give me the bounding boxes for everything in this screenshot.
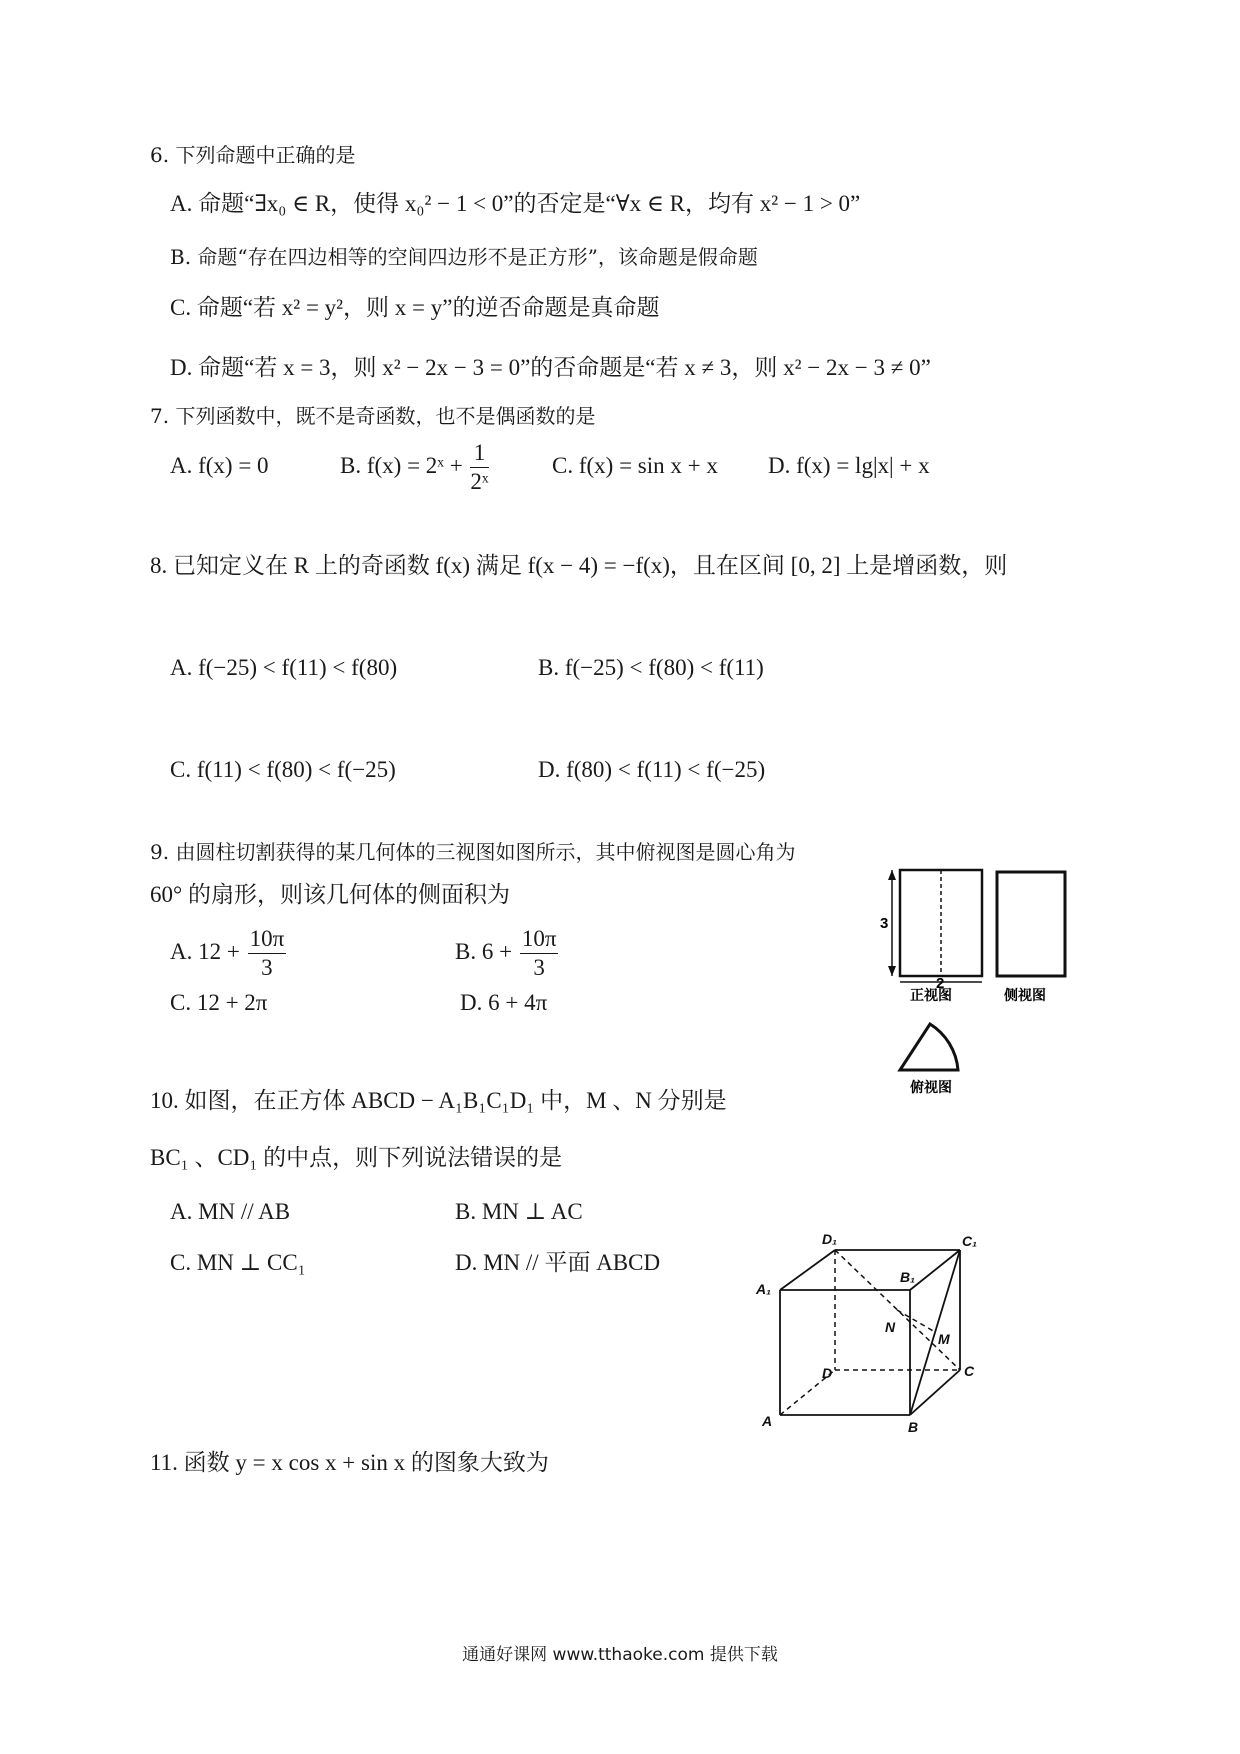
label-a: A (762, 1413, 773, 1429)
height-dimension-label: 3 (880, 915, 889, 932)
q8-option-c: C. f(11) < f(80) < f(−25) (170, 757, 396, 782)
cube-svg (750, 1230, 990, 1440)
width-dimension-label: 2 (936, 975, 945, 992)
q9-option-a-fraction (248, 925, 287, 982)
side-view-rect (997, 872, 1065, 976)
q9-option-a-prefix: A. 12 + (170, 939, 240, 964)
q8-stem: 8. 已知定义在 R 上的奇函数 f(x) 满足 f(x − 4) = −f(x)，且在区间 [0, 2] 上是增函数，则 (150, 553, 1008, 578)
label-a1: A₁ (756, 1281, 772, 1297)
top-view-sector (900, 1024, 958, 1070)
label-b1: B₁ (900, 1269, 916, 1285)
q7-stem: 7. 下列函数中，既不是奇函数，也不是偶函数的是 (150, 404, 596, 428)
q8-option-d: D. f(80) < f(11) < f(−25) (538, 757, 766, 782)
three-view-figure (870, 860, 1090, 1100)
label-d: D (822, 1365, 833, 1381)
q7-b-denominator: 2ˣ (470, 469, 489, 495)
q6-stem: 6. 下列命题中正确的是 (150, 143, 356, 167)
height-arrow-bottom (888, 966, 896, 976)
three-view-svg (870, 860, 1090, 1100)
q7-option-a: A. f(x) = 0 (170, 453, 269, 478)
edge-a1-d1 (780, 1250, 835, 1290)
q9-a-numerator: 10π (248, 925, 287, 954)
page-footer: 通通好课网 www.tthaoke.com 提供下载 (462, 1645, 778, 1665)
q9-option-b-fraction (520, 925, 559, 982)
label-c: C (964, 1363, 975, 1379)
q10-option-b: B. MN ⊥ AC (455, 1199, 583, 1224)
q11-stem: 11. 函数 y = x cos x + sin x 的图象大致为 (150, 1450, 549, 1475)
q7-option-d: D. f(x) = lg|x| + x (768, 453, 930, 478)
q7-b-numerator: 1 (470, 439, 488, 468)
q10-option-d: D. MN // 平面 ABCD (455, 1250, 661, 1275)
edge-b1-c1 (910, 1250, 960, 1290)
side-view-label: 侧视图 (1004, 988, 1046, 1004)
q9-b-numerator: 10π (520, 925, 559, 954)
q6-option-b: B. 命题“存在四边相等的空间四边形不是正方形”，该命题是假命题 (170, 245, 758, 269)
q9-b-denominator: 3 (533, 955, 545, 981)
q6-option-d: D. 命题“若 x = 3，则 x² − 2x − 3 = 0”的否命题是“若 x ≠ 3，则 x² − 2x − 3 ≠ 0” (170, 355, 931, 380)
label-d1: D₁ (822, 1231, 838, 1247)
label-n: N (885, 1319, 896, 1335)
label-b: B (908, 1419, 919, 1435)
label-m: M (938, 1331, 950, 1347)
label-c1: C₁ (962, 1233, 978, 1249)
q10-option-c: C. MN ⊥ CC₁ (170, 1250, 306, 1275)
q10-stem-line2: BC₁ 、CD₁ 的中点，则下列说法错误的是 (150, 1145, 563, 1170)
q9-option-b-prefix: B. 6 + (455, 939, 513, 964)
q9-a-denominator: 3 (261, 955, 273, 981)
q7-option-b-prefix: B. f(x) = 2ˣ + (340, 453, 463, 478)
q9-stem-line1: 9. 由圆柱切割获得的某几何体的三视图如图所示，其中俯视图是圆心角为 (150, 840, 796, 864)
q9-option-c: C. 12 + 2π (170, 990, 268, 1015)
q8-option-a: A. f(−25) < f(11) < f(80) (170, 655, 398, 680)
q10-option-a: A. MN // AB (170, 1199, 291, 1224)
q8-option-b: B. f(−25) < f(80) < f(11) (538, 655, 764, 680)
q9-option-a (170, 922, 288, 982)
q10-stem-line1: 10. 如图，在正方体 ABCD − A₁B₁C₁D₁ 中，M 、N 分别是 (150, 1088, 727, 1113)
q7-option-c: C. f(x) = sin x + x (552, 453, 718, 478)
q9-option-b (455, 922, 560, 982)
q9-option-d: D. 6 + 4π (460, 990, 548, 1015)
q7-option-b-fraction (470, 439, 488, 496)
top-view-label: 俯视图 (910, 1080, 952, 1096)
cube-figure (750, 1230, 990, 1440)
q6-option-c: C. 命题“若 x² = y²，则 x = y”的逆否命题是真命题 (170, 295, 660, 320)
front-view-label: 正视图 (910, 988, 952, 1004)
q7-option-b (340, 436, 491, 496)
q9-stem-line2: 60° 的扇形，则该几何体的侧面积为 (150, 882, 510, 907)
diagonal-b-c1 (910, 1250, 960, 1415)
q6-option-a: A. 命题“∃x₀ ∈ R，使得 x₀² − 1 < 0”的否定是“∀x ∈ R，均有 x² − 1 > 0” (170, 191, 861, 216)
height-arrow-top (888, 870, 896, 880)
